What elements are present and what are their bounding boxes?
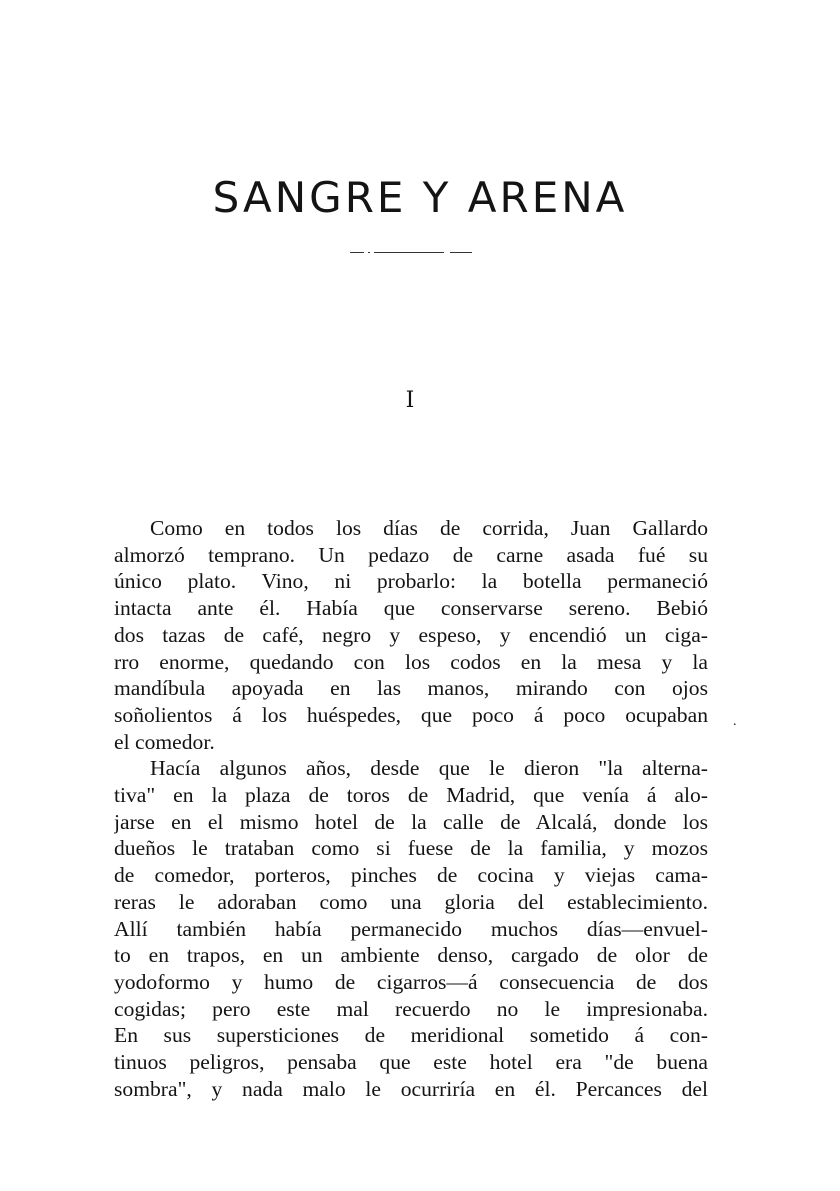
text-line: Como en todos los días de corrida, Juan Gallardo (150, 516, 708, 540)
text-line: soñolientos á los huéspedes, que poco á poco ocupaban (114, 702, 708, 727)
text-line: Hacía algunos años, desde que le dieron "la alterna- (150, 756, 708, 781)
text-line: Allí también había permanecido muchos días—envuel- (114, 916, 708, 941)
text-line: el comedor. (114, 729, 215, 754)
text-line: dos tazas de café, negro y espeso, y encendió un ciga- (114, 622, 708, 647)
text-line: reras le adoraban como una gloria del establecimiento. (114, 889, 708, 914)
text-line: mandíbula apoyada en las manos, mirando con ojos (114, 676, 708, 701)
stray-print-mark: . (733, 714, 737, 729)
text-line: to en trapos, en un ambiente denso, cargado de olor de (114, 943, 708, 968)
text-line: jarse en el mismo hotel de la calle de Alcalá, donde los (114, 809, 708, 834)
title-ornament-rule (350, 252, 472, 254)
text-line: dueños le trataban como si fuese de la familia, y mozos (114, 836, 708, 861)
text-line: tiva" en la plaza de toros de Madrid, que venía á alo- (114, 783, 708, 808)
text-line: rro enorme, quedando con los codos en la mesa y la (114, 649, 708, 674)
text-line: tinuos peligros, pensaba que este hotel era "de buena (114, 1050, 708, 1075)
text-line: yodoformo y humo de cigarros—á consecuencia de dos (114, 969, 708, 994)
text-line: único plato. Vino, ni probarlo: la botella permaneció (114, 569, 708, 594)
text-line: intacta ante él. Había que conservarse sereno. Bebió (114, 596, 708, 621)
book-title: SANGRE Y ARENA (212, 173, 628, 222)
text-line: En sus supersticiones de meridional sometido á con- (114, 1023, 708, 1048)
body-text (114, 515, 708, 1102)
text-line: cogidas; pero este mal recuerdo no le impresionaba. (114, 996, 708, 1021)
text-line: de comedor, porteros, pinches de cocina y viejas cama- (114, 863, 708, 888)
text-line: sombra", y nada malo le ocurriría en él. Percances del (114, 1076, 708, 1101)
text-line: almorzó temprano. Un pedazo de carne asada fué su (114, 542, 708, 567)
chapter-number: I (405, 388, 415, 413)
